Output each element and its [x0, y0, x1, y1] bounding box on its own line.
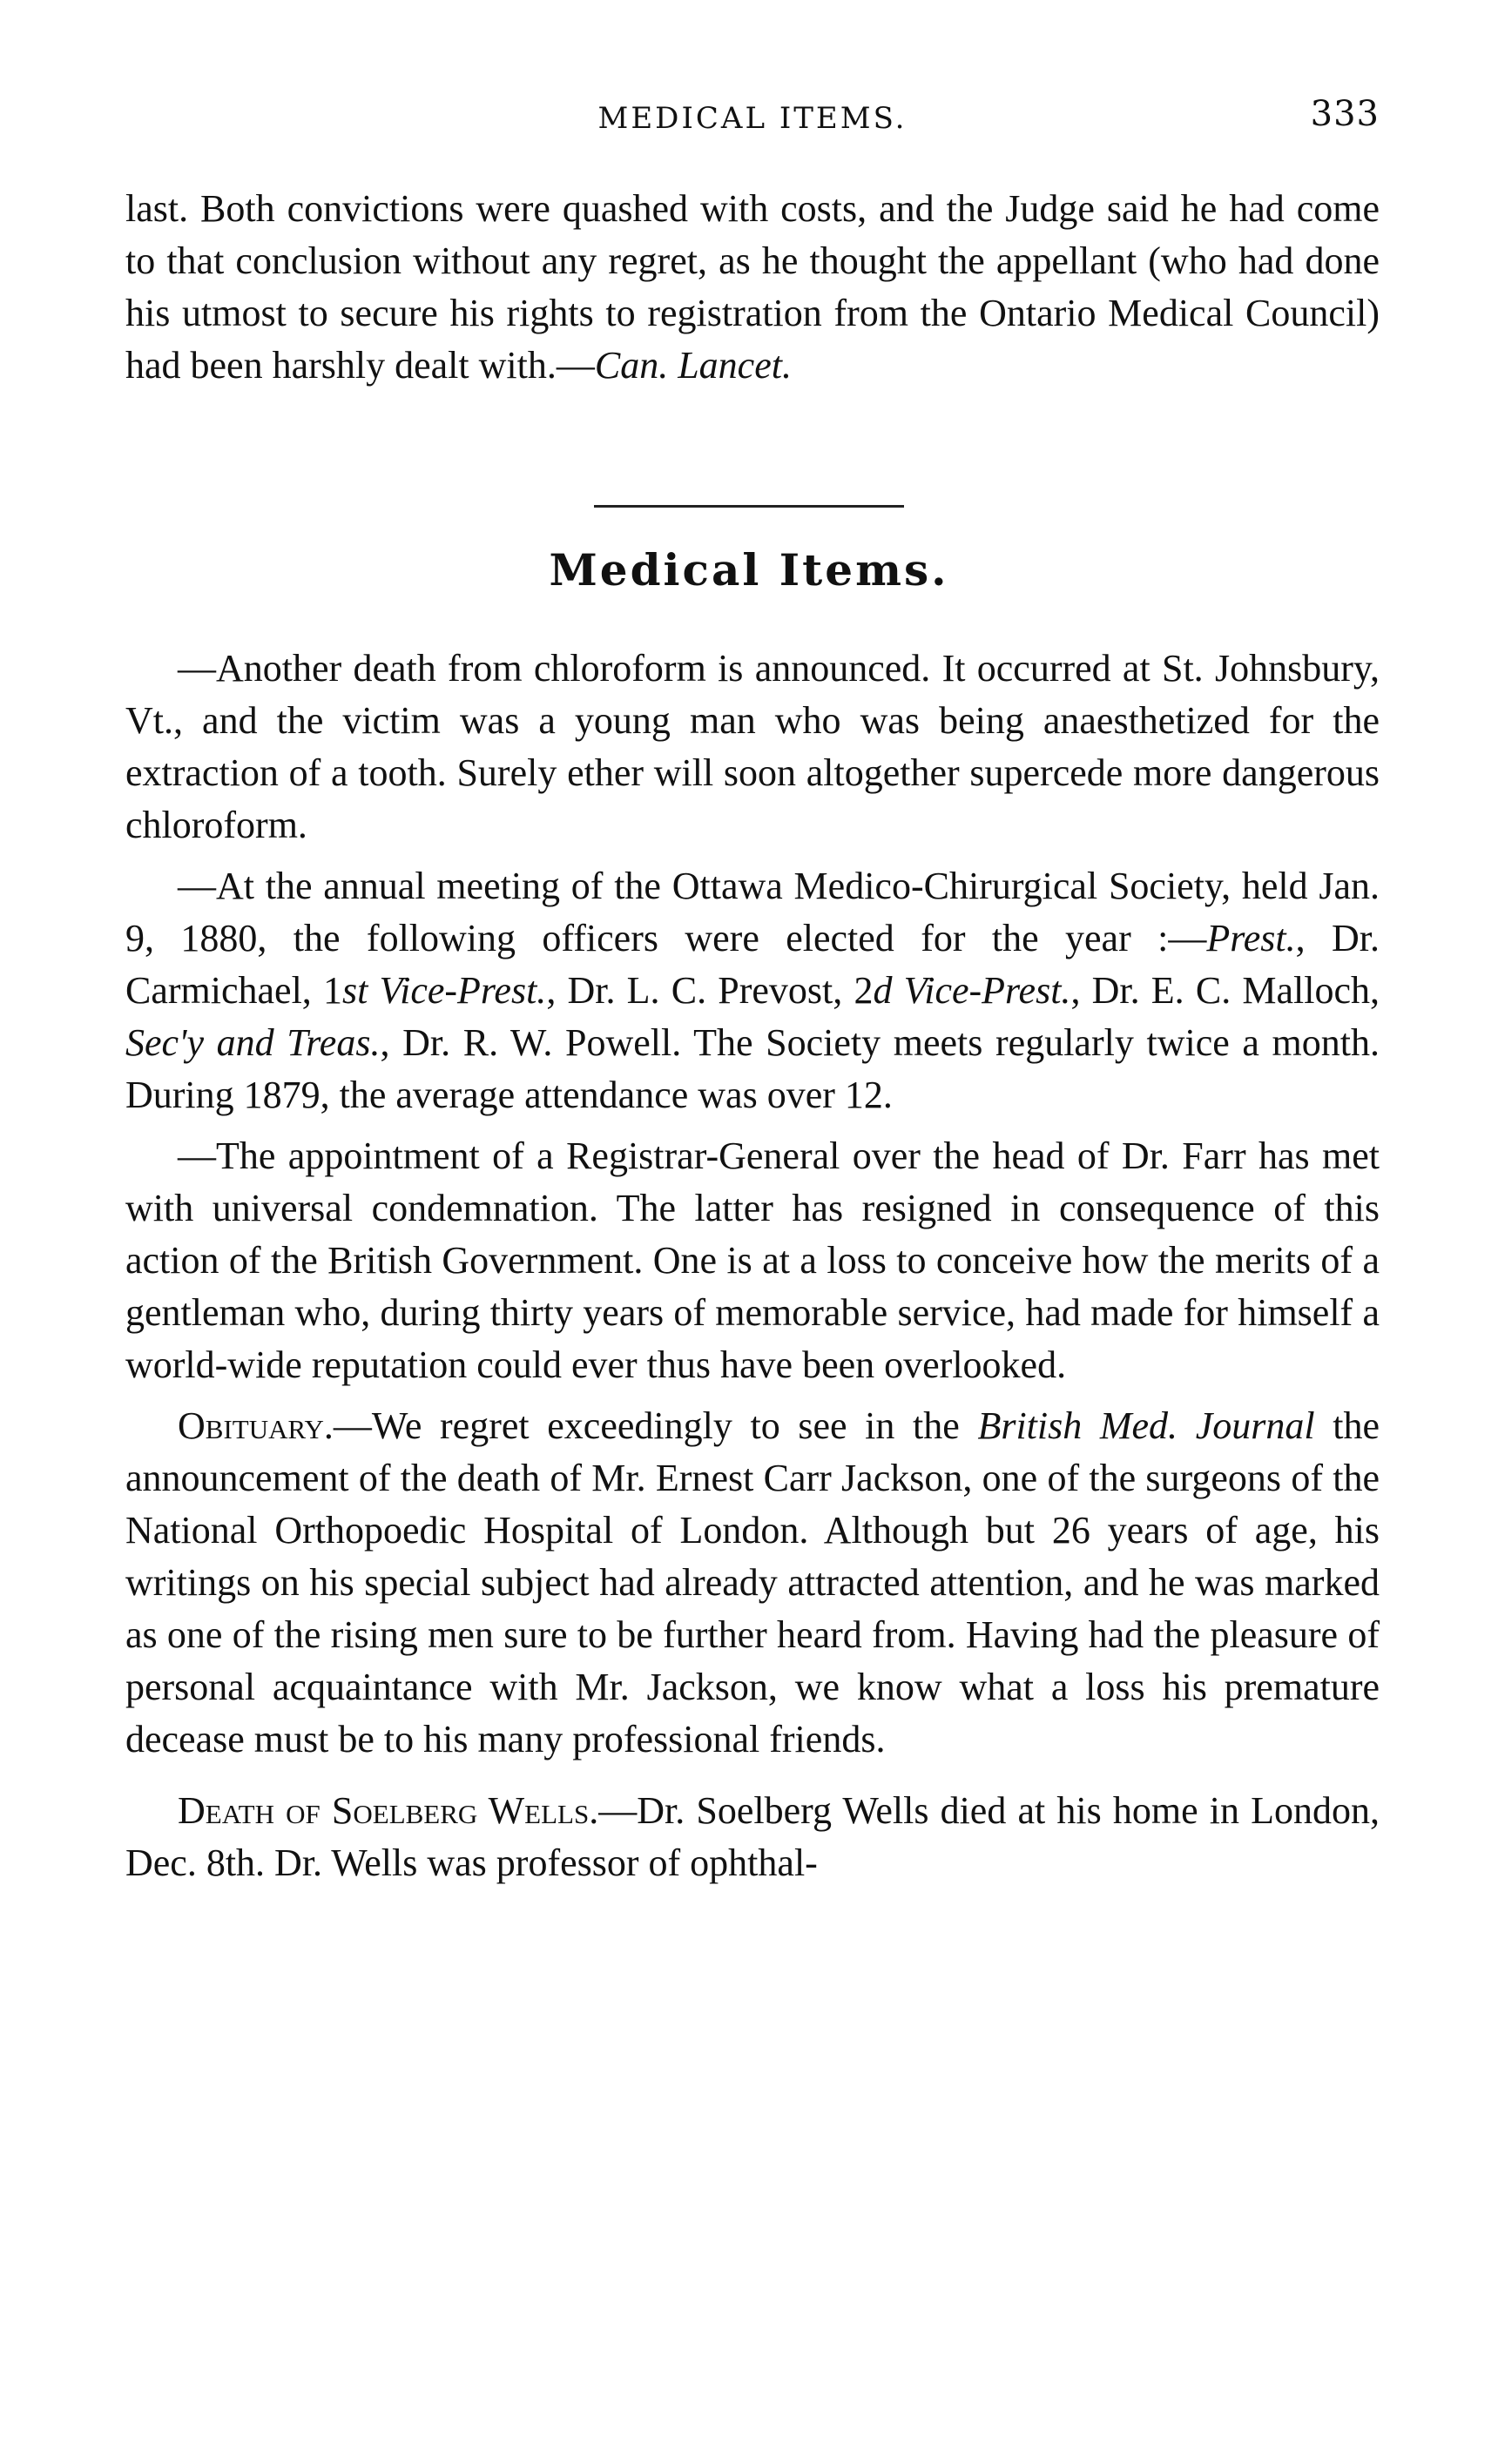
ottawa-text-2: , Dr. Carmichael, 1 — [125, 917, 1380, 1012]
running-header — [125, 94, 1380, 146]
item-registrar-general: —The appointment of a Registrar-General over the head of Dr. Farr has met with universal condemnation. The latter has resigned in consequence of this action of the British Government. One is at a loss to conceive how the merits of a gentleman who, during thirty years of memorable service, had made for himself a world-wide reputation could ever thus have been overlooked. — [125, 1134, 1380, 1386]
items-column — [125, 643, 1380, 1889]
ottawa-office-first-vice: st Vice-Prest. — [341, 969, 547, 1012]
ottawa-text-4: , Dr. E. C. Malloch, — [1070, 969, 1380, 1012]
item-obituary — [125, 1400, 1380, 1766]
ottawa-text-5: , Dr. R. W. Powell. The Society meets regularly twice a month. During 1879, the average attendance was over 12. — [125, 1021, 1380, 1116]
wells-text: —Dr. Soelberg Wells died at his home in London, Dec. 8th. Dr. Wells was professor of ophthal- — [125, 1789, 1380, 1884]
page-number: 333 — [1310, 94, 1380, 134]
section-title: Medical Items. — [549, 544, 949, 596]
running-title: MEDICAL ITEMS. — [597, 101, 908, 136]
ottawa-text-3: , Dr. L. C. Prevost, 2 — [546, 969, 874, 1012]
ottawa-office-president: Prest. — [1206, 917, 1296, 959]
continuation-source: Can. Lancet. — [594, 344, 792, 387]
obituary-label: Obituary. — [178, 1404, 334, 1447]
obituary-text-2: the announcement of the death of Mr. Ernest Carr Jackson, one of the surgeons of the National Orthopoedic Hospital of London. Although but 26 years of age, his writings on his special subject had already attracted attention, and he was marked as one of the rising men sure to be further heard from. Having had the pleasure of personal acquaintance with Mr. Jackson, we know what a loss his premature decease must be to his many professional friends. — [125, 1404, 1380, 1760]
obituary-text-1: —We regret exceedingly to see in the — [333, 1404, 978, 1447]
item-ottawa-society — [125, 860, 1380, 1121]
ottawa-text-1: —At the annual meeting of the Ottawa Medico-Chirurgical Society, held Jan. 9, 1880, the following officers were elected for the year :— — [125, 865, 1380, 959]
continuation-text: last. Both convictions were quashed with costs, and the Judge said he had come to that conclusion without any regret, as he thought the appellant (who had done his utmost to secure his rights to registration from the Ontario Medical Council) had been harshly dealt with.— — [125, 187, 1380, 387]
ottawa-office-secretary: Sec'y and Treas. — [125, 1021, 381, 1064]
obituary-journal: British Med. Journal — [977, 1404, 1315, 1447]
ottawa-office-second-vice: d Vice-Prest. — [873, 969, 1071, 1012]
item-death-of-wells — [125, 1785, 1380, 1889]
item-chloroform: —Another death from chloroform is announced. It occurred at St. Johnsbury, Vt., and the victim was a young man who was being anaesthetized for the extraction of a tooth. Surely ether will soon altogether supercede more dangerous chloroform. — [125, 647, 1380, 846]
wells-label: Death of Soelberg Wells. — [178, 1789, 599, 1832]
section-divider — [594, 505, 904, 508]
continuation-paragraph — [125, 183, 1380, 392]
